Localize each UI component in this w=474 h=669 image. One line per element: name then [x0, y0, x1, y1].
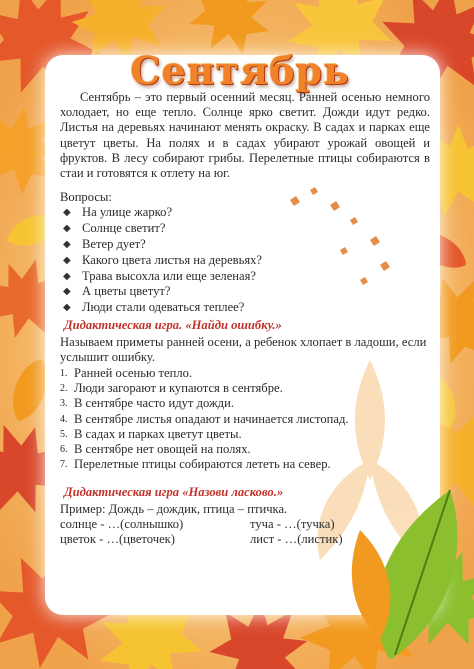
list-item: 2. Люди загорают и купаются в сентябре.	[60, 380, 283, 395]
list-item: 3. В сентябре часто идут дожди.	[60, 396, 234, 411]
questions-list	[60, 205, 430, 316]
list-item: ◆ На улице жарко?	[63, 205, 173, 220]
diamond-bullet-icon: ◆	[63, 302, 71, 314]
list-item: 5. В садах и парках цветут цветы.	[60, 426, 242, 441]
questions-heading: Вопросы:	[60, 190, 112, 205]
diamond-bullet-icon: ◆	[63, 207, 71, 219]
game2-heading: Дидактическая игра «Назови ласково.»	[64, 484, 284, 499]
list-item: 1. Ранней осенью тепло.	[60, 365, 193, 380]
list-item: ◆ А цветы цветут?	[63, 284, 171, 299]
content	[60, 90, 430, 548]
list-item: 7. Перелетные птицы собираются лететь на север.	[60, 457, 331, 472]
diamond-bullet-icon: ◆	[63, 239, 71, 251]
game1-intro: Называем приметы ранней осени, а ребенок хлопает в ладоши, если услышит ошибку.	[60, 335, 427, 365]
diamond-bullet-icon: ◆	[63, 286, 71, 298]
list-item: ◆ Люди стали одеваться теплее?	[63, 300, 245, 315]
intro-paragraph: Сентябрь – это первый осенний месяц. Ранней осенью немного холодает, но еще тепло. Солнце ярко светит. Дожди идут редко. Листья на деревьях начинают менять окраску. В садах и парках еще цветут цветы. На полях и в садах убирают урожай овощей и фруктов. В лесу собирают грибы. Перелетные птицы собираются в стаи и готовятся к отлету на юг.	[60, 90, 430, 181]
page-title: Сентябрь	[130, 48, 350, 93]
diamond-bullet-icon: ◆	[63, 254, 71, 266]
game1-list	[60, 366, 430, 473]
list-item: ◆ Солнце светит?	[63, 221, 166, 236]
word-pair-row: цветок - …(цветочек) лист - …(листик)	[60, 532, 343, 547]
diamond-bullet-icon: ◆	[63, 270, 71, 282]
list-item: ◆ Трава высохла или еще зеленая?	[63, 268, 257, 283]
game1-heading: Дидактическая игра. «Найди ошибку.»	[64, 318, 282, 332]
diamond-bullet-icon: ◆	[63, 223, 71, 235]
list-item: 6. В сентябре нет овощей на полях.	[60, 442, 251, 457]
list-item: ◆ Какого цвета листья на деревьях?	[63, 252, 263, 267]
list-item: 4. В сентябре листья опадают и начинается листопад.	[60, 411, 349, 426]
word-pair-row: солнце - …(солнышко) туча - …(тучка)	[60, 517, 335, 532]
game2-example: Пример: Дождь – дождик, птица – птичка.	[60, 501, 288, 516]
list-item: ◆ Ветер дует?	[63, 237, 146, 252]
